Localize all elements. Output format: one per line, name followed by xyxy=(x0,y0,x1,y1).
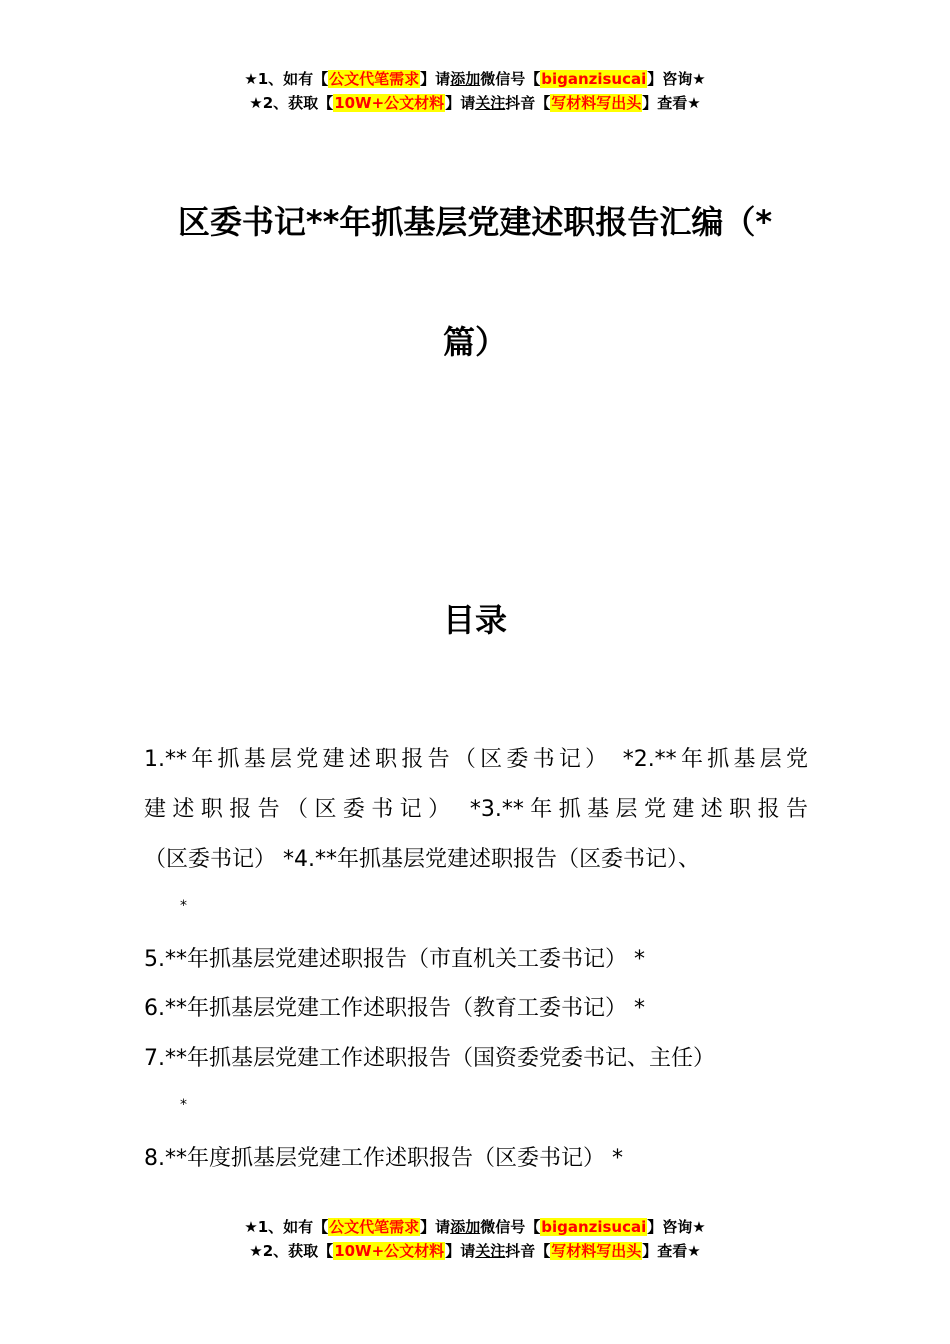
document-title-line-1: 区委书记**年抓基层党建述职报告汇编（* xyxy=(177,203,773,241)
banner-underline: 添加 xyxy=(450,70,481,88)
banner-text: 抖音【 xyxy=(505,94,551,112)
banner-text: 微信号【 xyxy=(480,70,541,88)
banner-line-1 xyxy=(0,67,950,91)
toc-line: * xyxy=(180,898,187,914)
top-banner xyxy=(0,67,950,115)
bottom-banner xyxy=(0,1215,950,1263)
banner-text: 】请 xyxy=(445,94,476,112)
banner-highlight-douyin: 写材料写出头 xyxy=(551,1242,642,1260)
banner-text: 】咨询★ xyxy=(647,70,706,88)
banner-text: 抖音【 xyxy=(505,1242,551,1260)
banner-highlight-wechat: biganzisucai xyxy=(541,70,647,88)
toc-line: （区委书记） *4.**年抓基层党建述职报告（区委书记）、 xyxy=(144,847,700,872)
banner-highlight: 公文代笔需求 xyxy=(329,70,420,88)
banner-highlight-wechat: biganzisucai xyxy=(541,1218,647,1236)
banner-highlight-douyin: 写材料写出头 xyxy=(551,94,642,112)
banner-text: 】查看★ xyxy=(642,94,701,112)
banner-text: 】请 xyxy=(420,1218,451,1236)
banner-highlight: 10W+公文材料 xyxy=(334,1242,445,1260)
banner-line-1 xyxy=(0,1215,950,1239)
toc-line: 8.**年度抓基层党建工作述职报告（区委书记） * xyxy=(144,1146,623,1171)
toc-line: 6.**年抓基层党建工作述职报告（教育工委书记） * xyxy=(144,996,645,1021)
banner-line-2 xyxy=(0,91,950,115)
banner-underline: 添加 xyxy=(450,1218,481,1236)
banner-text: 】查看★ xyxy=(642,1242,701,1260)
banner-text: ★2、获取【 xyxy=(249,1242,334,1260)
toc-heading: 目录 xyxy=(442,601,507,639)
toc-line: 1.**年抓基层党建述职报告（区委书记） *2.**年抓基层党 xyxy=(144,747,808,772)
banner-line-2 xyxy=(0,1239,950,1263)
banner-highlight: 10W+公文材料 xyxy=(334,94,445,112)
banner-text: ★1、如有【 xyxy=(244,1218,329,1236)
toc-line: 建述职报告（区委书记） *3.**年抓基层党建述职报告 xyxy=(144,797,808,822)
banner-text: 】请 xyxy=(420,70,451,88)
banner-underline: 关注 xyxy=(475,1242,506,1260)
banner-underline: 关注 xyxy=(475,94,506,112)
banner-text: ★2、获取【 xyxy=(249,94,334,112)
toc-line: 5.**年抓基层党建述职报告（市直机关工委书记） * xyxy=(144,947,645,972)
banner-highlight: 公文代笔需求 xyxy=(329,1218,420,1236)
toc-line: * xyxy=(180,1097,187,1113)
toc-line: 7.**年抓基层党建工作述职报告（国资委党委书记、主任） xyxy=(144,1046,715,1071)
banner-text: ★1、如有【 xyxy=(244,70,329,88)
banner-text: 微信号【 xyxy=(480,1218,541,1236)
banner-text: 】咨询★ xyxy=(647,1218,706,1236)
banner-text: 】请 xyxy=(445,1242,476,1260)
document-title-line-2: 篇） xyxy=(442,323,507,361)
